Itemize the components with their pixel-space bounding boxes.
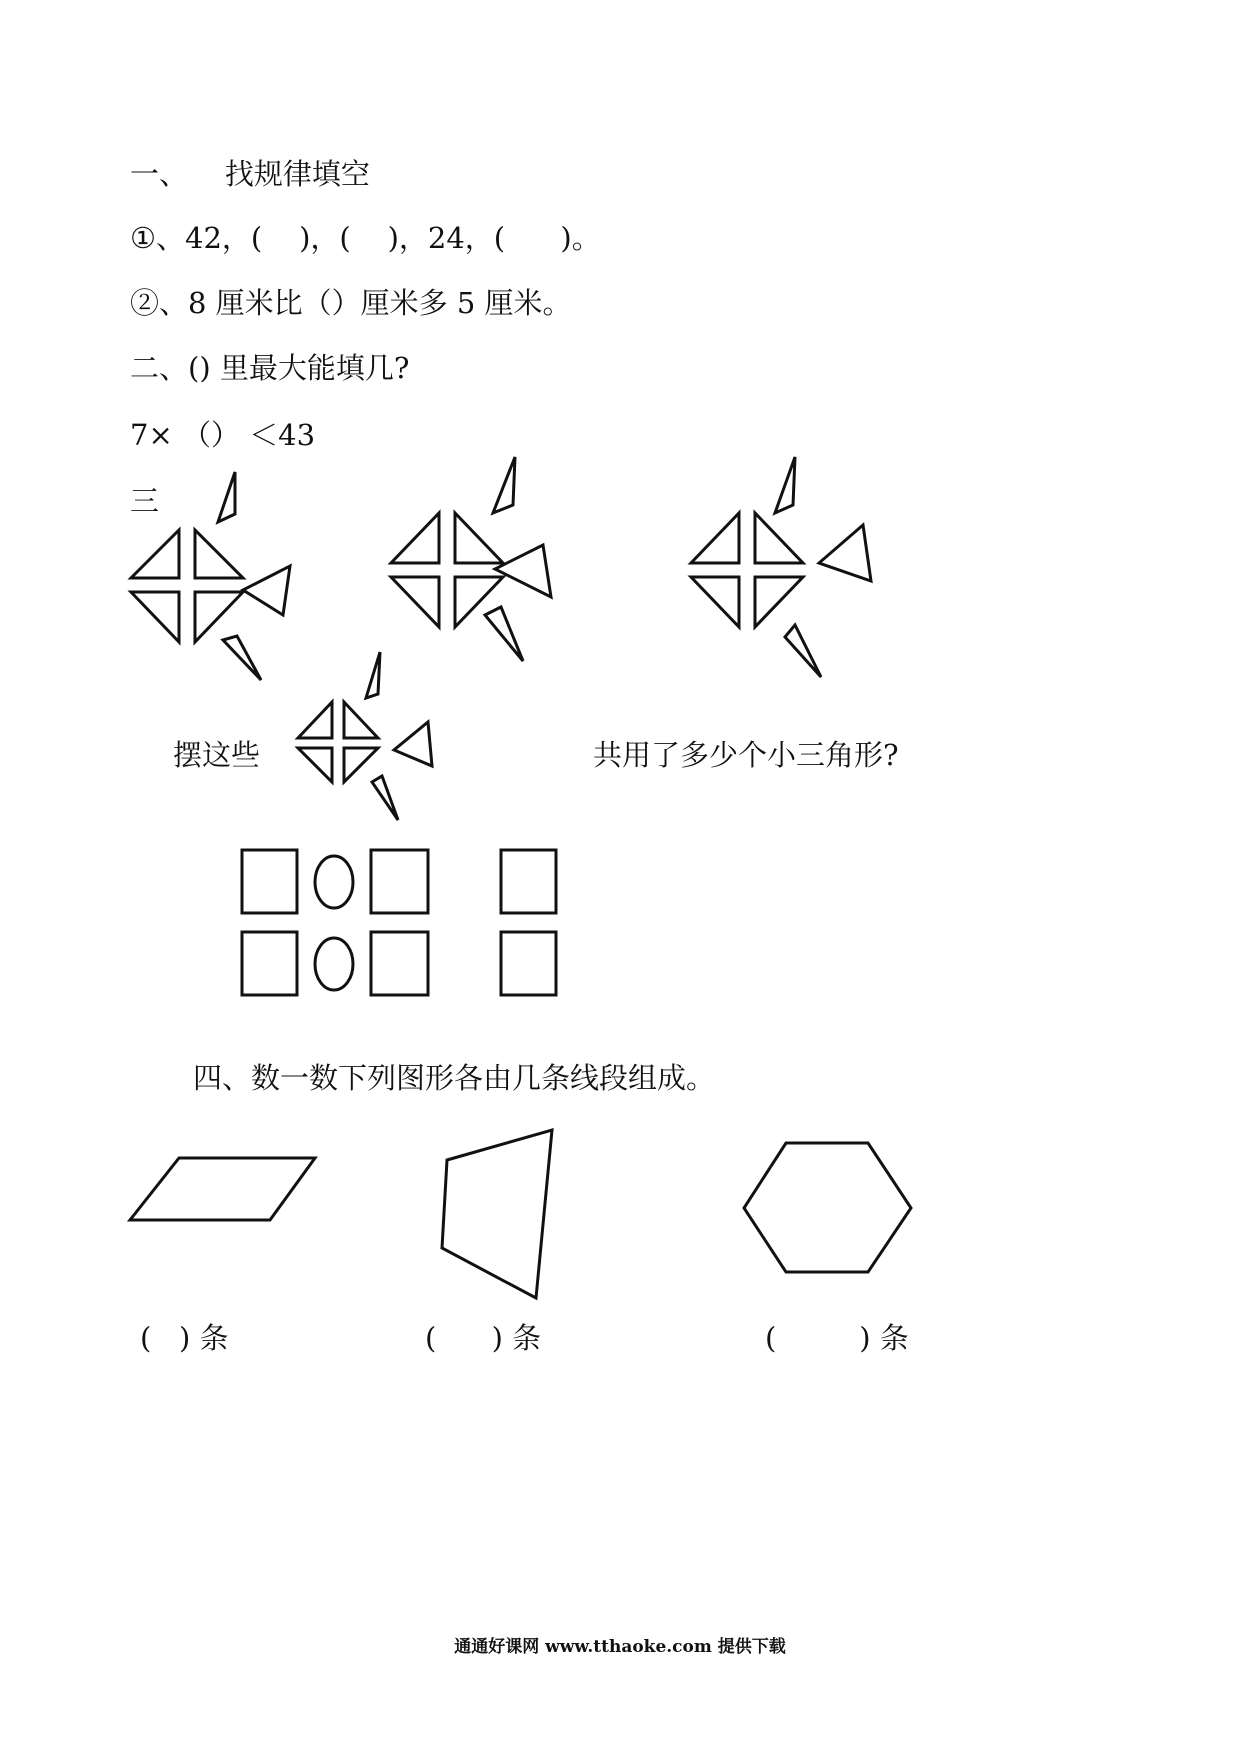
section4-answer-1: ( ) 条 <box>140 1321 229 1355</box>
answer-box-grid <box>235 845 575 1005</box>
section2-expression: 7× （） ＜43 <box>130 418 316 452</box>
section2-heading: 二、() 里最大能填几? <box>130 351 410 385</box>
section4-answer-2: ( ) 条 <box>425 1321 542 1355</box>
section3-label: 三 <box>130 484 160 518</box>
section3-question-left: 摆这些 <box>173 738 261 772</box>
triangle-fish-figure-3 <box>685 455 885 685</box>
section1-question-2: ②、8 厘米比（）厘米多 5 厘米。 <box>130 286 572 320</box>
quadrilateral-shape <box>435 1120 565 1310</box>
hexagon-shape <box>740 1138 920 1278</box>
page-footer: 通通好课网 www.tthaoke.com 提供下载 <box>454 1637 786 1657</box>
section1-heading: 一、 找规律填空 <box>130 157 370 191</box>
section1-question-1: ①、42，( )，( )，24，( )。 <box>130 221 601 255</box>
section4-answer-3: ( ) 条 <box>765 1321 909 1355</box>
triangle-fish-small-figure <box>290 650 440 825</box>
section3-question-right: 共用了多少个小三角形? <box>593 738 899 772</box>
parallelogram-shape <box>125 1150 325 1230</box>
section4-heading: 四、数一数下列图形各由几条线段组成。 <box>193 1061 716 1095</box>
